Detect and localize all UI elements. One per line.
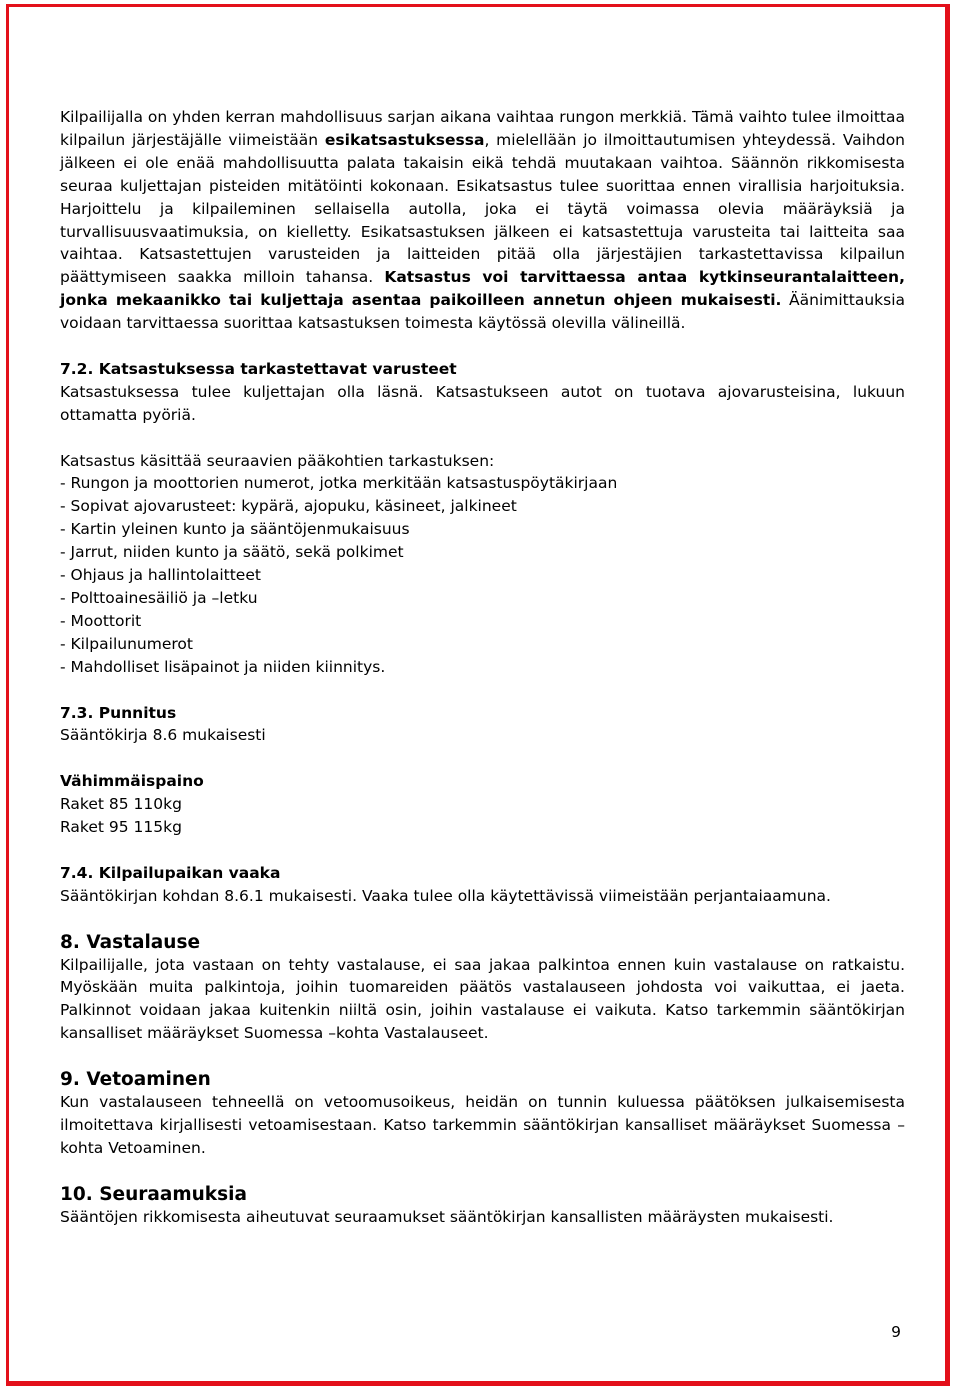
intro-text-3: Äänimittauksia voidaan tarvittaessa suorittaa katsastuksen toimesta käytössä olevilla välineillä. [60,291,905,333]
section-7-4-heading: 7.4. Kilpailupaikan vaaka [60,863,281,882]
page-number: 9 [891,1323,901,1341]
intro-text-2: , mielellään jo ilmoittautumisen yhteydessä. Vaihdon jälkeen ei ole enää mahdollisuutta palata takaisin eikä tehdä muutakaan vaihtoa. Säännön rikkomisesta seuraa kuljettajan pisteiden mitätöinti kokonaan. Esikatsastus tulee suorittaa ennen virallisia harjoituksia. Harjoittelu ja kilpaileminen sellaisella autolla, joka ei täytä voimassa olevia määräyksiä ja turvallisuusvaatimuksia, on kielletty. Esikatsastuksen jälkeen ei katsastettuja varusteita tai laitteita saa vaihtaa. Katsastettujen varusteiden ja laitteiden pitää olla järjestäjien tarkastettavissa kilpailun päättymiseen saakka milloin tahansa. [60,130,905,287]
list-item: - Polttoainesäiliö ja –letku [60,589,258,607]
list-item: - Kartin yleinen kunto ja sääntöjenmukaisuus [60,520,410,539]
section-10-text: Sääntöjen rikkomisesta aiheutuvat seuraamukset sääntökirjan kansallisten määräysten mukaisesti. [60,1207,834,1226]
section-7-2-heading: 7.2. Katsastuksessa tarkastettavat varusteet [60,359,457,378]
section-9-text: Kun vastalauseen tehneellä on vetoomusoikeus, heidän on tunnin kuluessa päätöksen julkaisemisesta ilmoitettava kirjallisesti vetoamisestaan. Katso tarkemmin sääntökirjan kansalliset määräykset Suomessa –kohta Vetoaminen. [60,1093,905,1157]
section-7-3-heading: 7.3. Punnitus [60,703,177,722]
inspection-list [60,472,905,678]
list-item: - Sopivat ajovarusteet: kypärä, ajopuku, käsineet, jalkineet [60,497,517,516]
page-content [60,106,905,1229]
list-item: - Rungon ja moottorien numerot, jotka merkitään katsastuspöytäkirjaan [60,474,618,493]
weight-item: Raket 85 110kg [60,795,182,814]
list-item: - Moottorit [60,611,142,630]
section-8-text: Kilpailijalle, jota vastaan on tehty vastalause, ei saa jakaa palkintoa ennen kuin vastalause on ratkaistu. Myöskään muita palkintoja, joihin tuomareiden päätös vastalauseen johdosta voi vaikuttaa, ei jaeta. Palkinnot voidaan jakaa kuitenkin niiltä osin, joihin vastalause ei vaikuta. Katso tarkemmin sääntökirjan kansalliset määräykset Suomessa –kohta Vastalauseet. [60,955,905,1043]
section-7-3-text: Sääntökirja 8.6 mukaisesti [60,726,266,745]
section-7-2-text: Katsastuksessa tulee kuljettajan olla läsnä. Katsastukseen autot on tuotava ajovarusteisina, lukuun ottamatta pyöriä. [60,382,905,424]
intro-text-1: Kilpailijalla on yhden kerran mahdollisuus sarjan aikana vaihtaa rungon merkkiä. Tämä vaihto tulee ilmoittaa kilpailun järjestäjälle viimeistään [60,108,905,149]
section-8-heading: 8. Vastalause [60,931,201,953]
section-9-heading: 9. Vetoaminen [60,1069,211,1091]
list-item: - Mahdolliset lisäpainot ja niiden kiinnitys. [60,657,386,676]
intro-paragraph [60,106,905,335]
inspection-list-intro: Katsastus käsittää seuraavien pääkohtien tarkastuksen: [60,451,495,470]
list-item: - Jarrut, niiden kunto ja säätö, sekä polkimet [60,543,404,562]
intro-bold-1: esikatsastuksessa [324,130,485,149]
list-item: - Kilpailunumerot [60,634,193,653]
min-weight-heading: Vähimmäispaino [60,772,204,791]
section-7-4-text: Sääntökirjan kohdan 8.6.1 mukaisesti. Vaaka tulee olla käytettävissä viimeistään perjantaiaamuna. [60,886,831,905]
list-item: - Ohjaus ja hallintolaitteet [60,566,261,585]
section-10-heading: 10. Seuraamuksia [60,1183,247,1205]
weight-item: Raket 95 115kg [60,818,182,837]
intro-bold-2: Katsastus voi tarvittaessa antaa kytkinseurantalaitteen, jonka mekaanikko tai kuljettaja asentaa paikoilleen annetun ohjeen mukaisesti. [60,268,905,310]
